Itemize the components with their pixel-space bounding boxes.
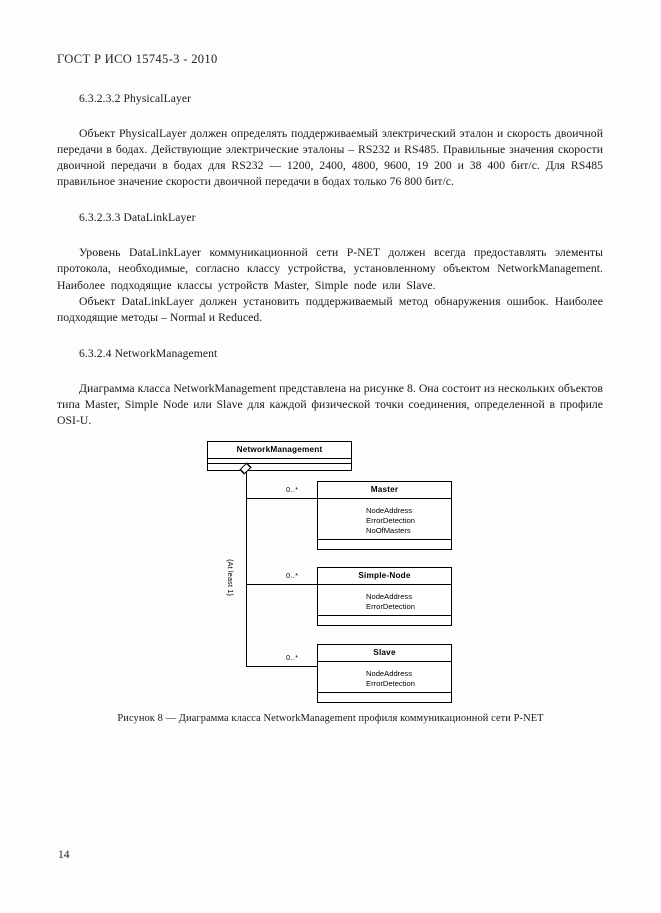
uml-attribute-compartment-simple-node	[318, 585, 451, 616]
uml-class-simple-node	[317, 567, 452, 626]
paragraph-datalinklayer-1: Уровень DataLinkLayer коммуникационной сети P-NET должен всегда предоставлять элементы протокола, необходимые, согласно классу устройства, установленному объектом NetworkManagement. Наиболее подходящие классы устройств Master, Simple node или Slave.	[57, 246, 603, 292]
constraint-label-at-least-one: {At least 1}	[226, 559, 235, 597]
uml-attribute: ErrorDetection	[366, 679, 415, 689]
uml-attribute: NodeAddress	[366, 506, 413, 515]
running-header: ГОСТ Р ИСО 15745-3 - 2010	[57, 52, 218, 66]
uml-class-name-slave: Slave	[318, 645, 451, 662]
uml-class-name-root: NetworkManagement	[208, 442, 351, 459]
clause-heading-networkmanagement: 6.3.2.4 NetworkManagement	[79, 346, 218, 360]
clause-heading-datalinklayer: 6.3.2.3.3 DataLinkLayer	[79, 211, 196, 225]
document-body	[57, 92, 603, 429]
paragraph-physicallayer: Объект PhysicalLayer должен определять поддерживаемый электрический эталон и скорость двоичной передачи в бодах. Действующие электрические эталоны – RS232 и RS485. Правильные значения скорости двоичной передачи в бодах для RS232 — 1200, 2400, 4800, 9600, 19 200 и 38 400 бит/с. Для RS485 правильное значение скорости двоичной передачи в бодах только 76 800 бит/с.	[57, 127, 603, 189]
association-trunk-line	[246, 471, 247, 666]
uml-class-name-master: Master	[318, 482, 451, 499]
figure-caption: Рисунок 8 — Диаграмма класса NetworkManagement профиля коммуникационной сети P-NET	[117, 713, 544, 724]
multiplicity-label-simple-node: 0..*	[286, 571, 299, 580]
uml-operation-compartment-slave	[318, 693, 451, 702]
uml-class-master	[317, 481, 452, 550]
uml-attribute-compartment-slave	[318, 662, 451, 693]
multiplicity-label-slave: 0..*	[286, 653, 299, 662]
paragraph-networkmanagement: Диаграмма класса NetworkManagement представлена на рисунке 8. Она состоит из нескольких объектов типа Master, Simple Node или Slave для каждой физической точки соединения, определенной в профиле OSI-U.	[57, 381, 603, 428]
page-number: 14	[58, 848, 70, 861]
association-branch-simple-node	[246, 584, 317, 585]
uml-operation-compartment-root	[208, 464, 351, 470]
uml-attribute: ErrorDetection	[366, 516, 415, 526]
uml-attribute: ErrorDetection	[366, 602, 415, 612]
uml-attribute: NodeAddress	[366, 592, 413, 601]
association-branch-master	[246, 498, 317, 499]
uml-class-name-simple-node: Simple-Node	[318, 568, 451, 585]
clause-heading-physicallayer: 6.3.2.3.2 PhysicalLayer	[79, 92, 192, 105]
uml-attribute-compartment-master	[318, 499, 451, 540]
uml-attribute: NoOfMasters	[366, 526, 411, 536]
uml-class-networkmanagement	[207, 441, 352, 471]
multiplicity-label-master: 0..*	[286, 485, 299, 494]
uml-attribute: NodeAddress	[366, 669, 413, 678]
uml-operation-compartment-simple-node	[318, 616, 451, 625]
uml-class-diagram	[200, 441, 470, 693]
association-branch-slave	[246, 666, 317, 667]
uml-operation-compartment-master	[318, 540, 451, 549]
uml-class-slave	[317, 644, 452, 703]
paragraph-datalinklayer-2: Объект DataLinkLayer должен установить поддерживаемый метод обнаружения ошибок. Наиболее подходящие методы – Normal и Reduced.	[57, 294, 603, 324]
